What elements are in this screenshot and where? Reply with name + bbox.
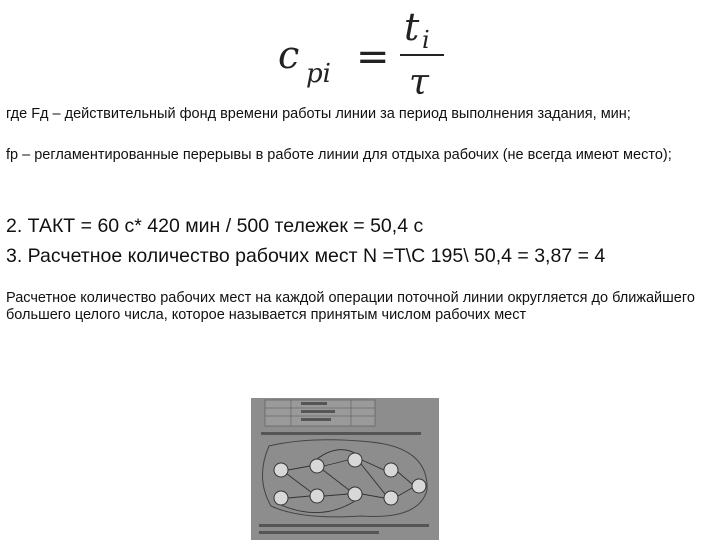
book-page-photo — [251, 398, 439, 540]
legend-fd: где Fд – действительный фонд времени работы линии за период выполнения задания, мин; — [6, 106, 631, 122]
workplaces-calculation: 3. Расчетное количество рабочих мест N =Т\С 195\ 50,4 = 3,87 = 4 — [6, 245, 606, 267]
book-page-photo-diagram — [251, 398, 439, 540]
formula-denominator: τ — [409, 62, 429, 100]
formula — [276, 4, 456, 100]
formula-lhs-symbol: c — [278, 33, 300, 77]
formula-numerator: t — [404, 5, 420, 49]
formula-equals: = — [356, 34, 390, 80]
rounding-note: Расчетное количество рабочих мест на каждой операции поточной линии округляется до ближайшего большего целого числа, которое называется принятым числом рабочих мест — [6, 290, 695, 323]
legend-fp: fр – регламентированные перерывы в работе линии для отдыха рабочих (не всегда имеют место); — [6, 147, 672, 163]
formula-numerator-subscript: i — [422, 26, 430, 54]
formula-graphic — [276, 4, 456, 100]
formula-lhs-subscript: pi — [306, 59, 331, 89]
takt-calculation: 2. ТАКТ = 60 с* 420 мин / 500 тележек = 50,4 с — [6, 215, 424, 237]
